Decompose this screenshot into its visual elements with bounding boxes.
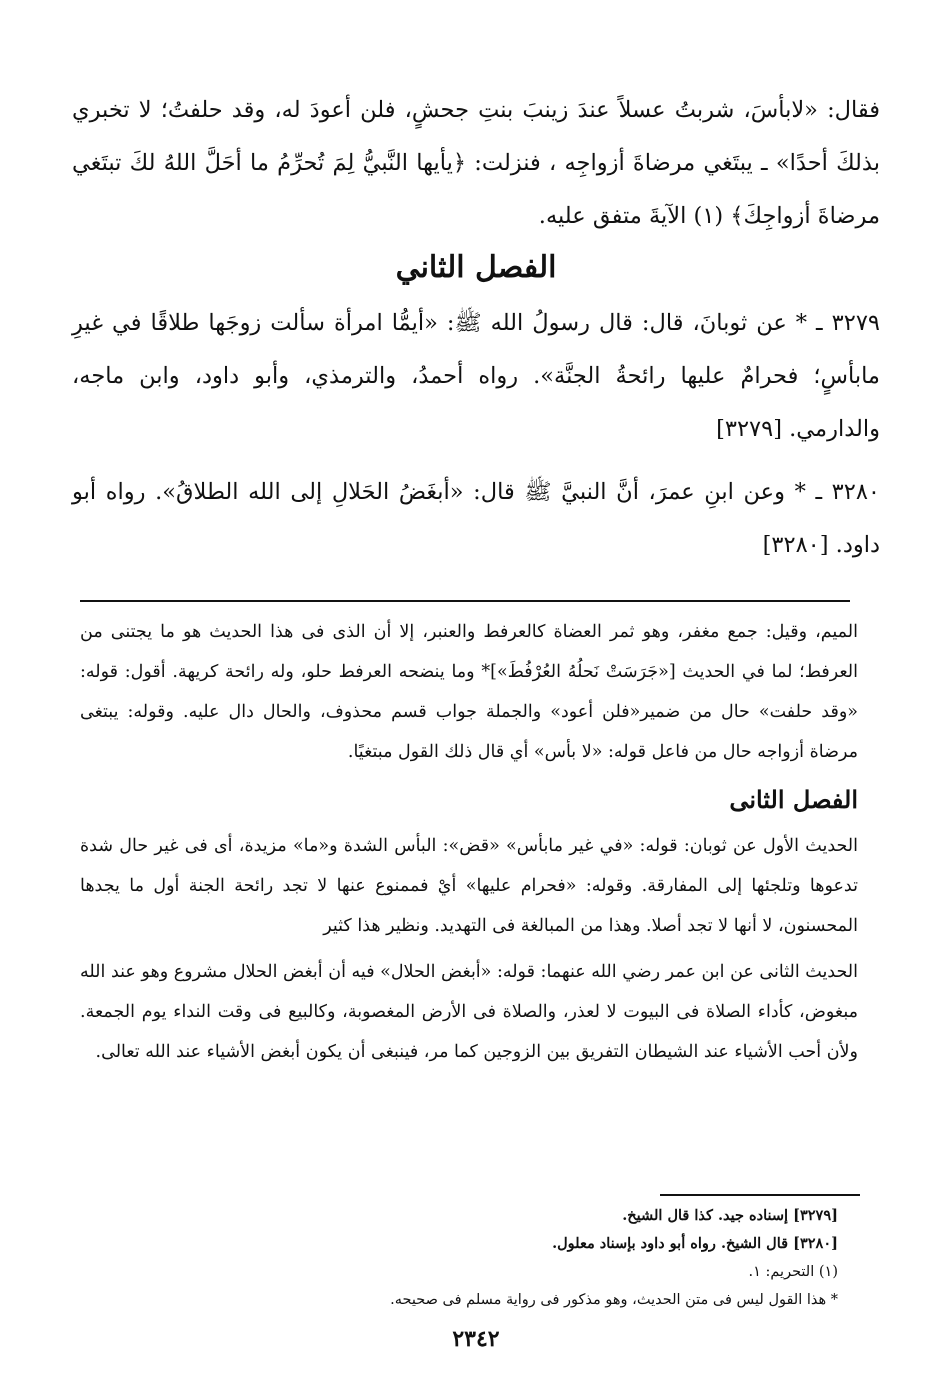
- main-text-block: [72, 84, 880, 582]
- hadith-3280: ٣٢٨٠ ـ * وعن ابنِ عمرَ، أنَّ النبيَّ ﷺ قال: «أبغَضُ الحَلالِ إلى الله الطلاقُ». رواه أبو داود. [٣٢٨٠]: [72, 479, 880, 558]
- hadith-3279: ٣٢٧٩ ـ * عن ثوبانَ، قال: قال رسولُ الله ﷺ: «أيمُّا امرأة سألت زوجَها طلاقًا في غيرِ مابأسٍ؛ فحرامٌ عليها رائحةُ الجنَّة». رواه أحمدُ، والترمذي، وأبو داود، وابن ماجه، والدارمي. [٣٢٧٩]: [72, 310, 880, 442]
- section-title: الفصل الثاني: [395, 250, 557, 285]
- footnote-divider: [660, 1194, 860, 1196]
- commentary-paragraph-1: الميم، وقيل: جمع مغفر، وهو ثمر العضاة كالعرفط والعنبر، إلا أن الذى فى هذا الحديث هو ما يجتنى من العرفط؛ لما في الحديث [«جَرَسَتْ نَحلُهُ العُرْفُطَ»]* وما ينضحه العرفط حلو، وله رائحة كريهة. أقول: قوله: «وقد حلفت» حال من ضمير«فلن أعود» والجملة جواب قسم محذوف، والحال دال عليه. وقوله: يبتغى مرضاة أزواجه حال من فاعل قوله: «لا بأس» أي قال ذلك القول مبتغيًا.: [80, 622, 858, 762]
- commentary-paragraph-2: الحديث الأول عن ثوبان: قوله: «في غير مابأس» «قض»: البأس الشدة و«ما» مزيدة، أى فى غير حال شدة تدعوها وتلجئها إلى المفارقة. وقوله: «فحرام عليها» أيْ فممنوع عنها لا تجد رائحة الجنة أول ما يجدها المحسنون، لا أنها لا تجد أصلا. وهذا من المبالغة فى التهديد. ونظير هذا كثير: [80, 836, 858, 936]
- footnote-1: (١) التحريم: ١.: [748, 1264, 838, 1280]
- footnote-3279: [٣٢٧٩] إسناده جيد. كذا قال الشيخ.: [622, 1207, 838, 1224]
- commentary-divider: [80, 600, 850, 602]
- commentary-paragraph-3: الحديث الثانى عن ابن عمر رضي الله عنهما: قوله: «أبغض الحلال» فيه أن أبغض الحلال مشروع وهو عند الله مبغوض، كأداء الصلاة فى البيوت لا لعذر، والصلاة فى الأرض المغصوبة، وكالبيع فى وقت النداء يوم الجمعة. ولأن أحب الأشياء عند الشيطان التفريق بين الزوجين كما مر، فينبغى أن يكون أبغض الأشياء عند الله تعالى.: [80, 962, 858, 1062]
- footnote-star: * هذا القول ليس فى متن الحديث، وهو مذكور فى رواية مسلم فى صحيحه.: [390, 1292, 838, 1308]
- footnote-3280: [٣٢٨٠] قال الشيخ. رواه أبو داود بإسناد معلول.: [552, 1235, 838, 1252]
- intro-paragraph: فقال: «لابأسَ، شربتُ عسلاً عندَ زينبَ بنتِ جحشٍ، فلن أعودَ له، وقد حلفتُ؛ لا تخبري بذلكَ أحدًا» ـ يبتَغي مرضاةَ أزواجِه ، فنزلت: ﴿يأيها النَّبيُّ لِمَ تُحرِّمُ ما أحَلَّ اللهُ لكَ تبتَغي مرضاةَ أزواجِكَ﴾ (١) الآيةَ متفق عليه.: [72, 97, 880, 229]
- page-number: ٢٣٤٢: [452, 1326, 500, 1352]
- footnotes: [80, 1202, 838, 1314]
- commentary-section-title: الفصل الثانى: [729, 785, 858, 814]
- commentary-block: [80, 612, 858, 1078]
